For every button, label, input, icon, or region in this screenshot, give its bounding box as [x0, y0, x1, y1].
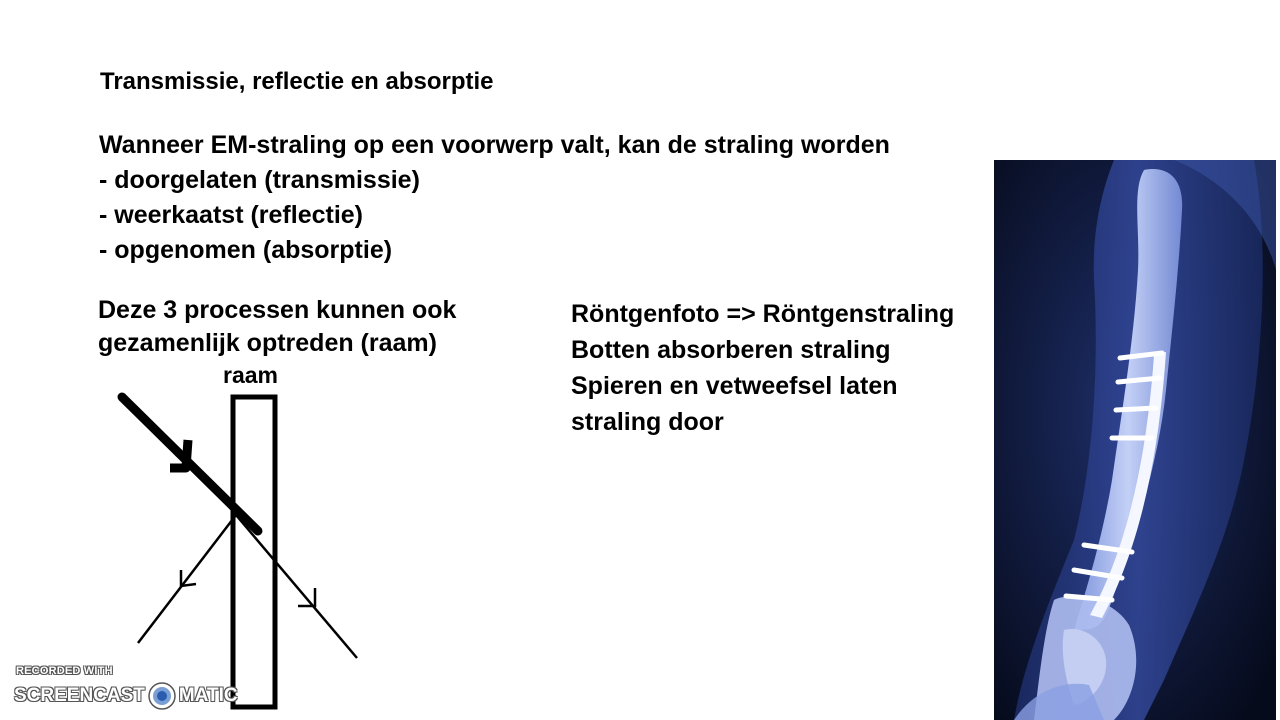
xray-image: [994, 160, 1276, 720]
xray-line: Röntgenfoto => Röntgenstraling: [571, 300, 955, 328]
window-label: raam: [223, 362, 278, 388]
transmitted-ray: [236, 515, 357, 658]
screencast-logo-icon: [147, 681, 177, 711]
screencast-watermark: [14, 665, 238, 715]
slide-title: Transmissie, reflectie en absorptie: [100, 68, 494, 95]
watermark-brand: [14, 679, 238, 713]
xray-line: Spieren en vetweefsel laten: [571, 372, 898, 400]
intro-line: Wanneer EM-straling op een voorwerp valt, kan de straling worden: [99, 131, 890, 159]
watermark-recorded-with: RECORDED WITH: [16, 665, 113, 677]
watermark-brand-left: SCREENCAST: [14, 685, 145, 706]
intro-bullet-absorption: - opgenomen (absorptie): [99, 236, 393, 264]
combined-line: Deze 3 processen kunnen ook: [98, 296, 457, 324]
combined-line: gezamenlijk optreden (raam): [98, 329, 437, 357]
xray-line: Botten absorberen straling: [571, 336, 891, 364]
reflected-ray: [138, 515, 236, 643]
intro-bullet-transmission: - doorgelaten (transmissie): [99, 166, 420, 194]
watermark-brand-right: MATIC: [178, 685, 238, 706]
window-ray-diagram: [0, 0, 400, 720]
intro-bullet-reflection: - weerkaatst (reflectie): [99, 201, 364, 229]
xray-line: straling door: [571, 408, 724, 436]
xray-text: [571, 296, 954, 440]
